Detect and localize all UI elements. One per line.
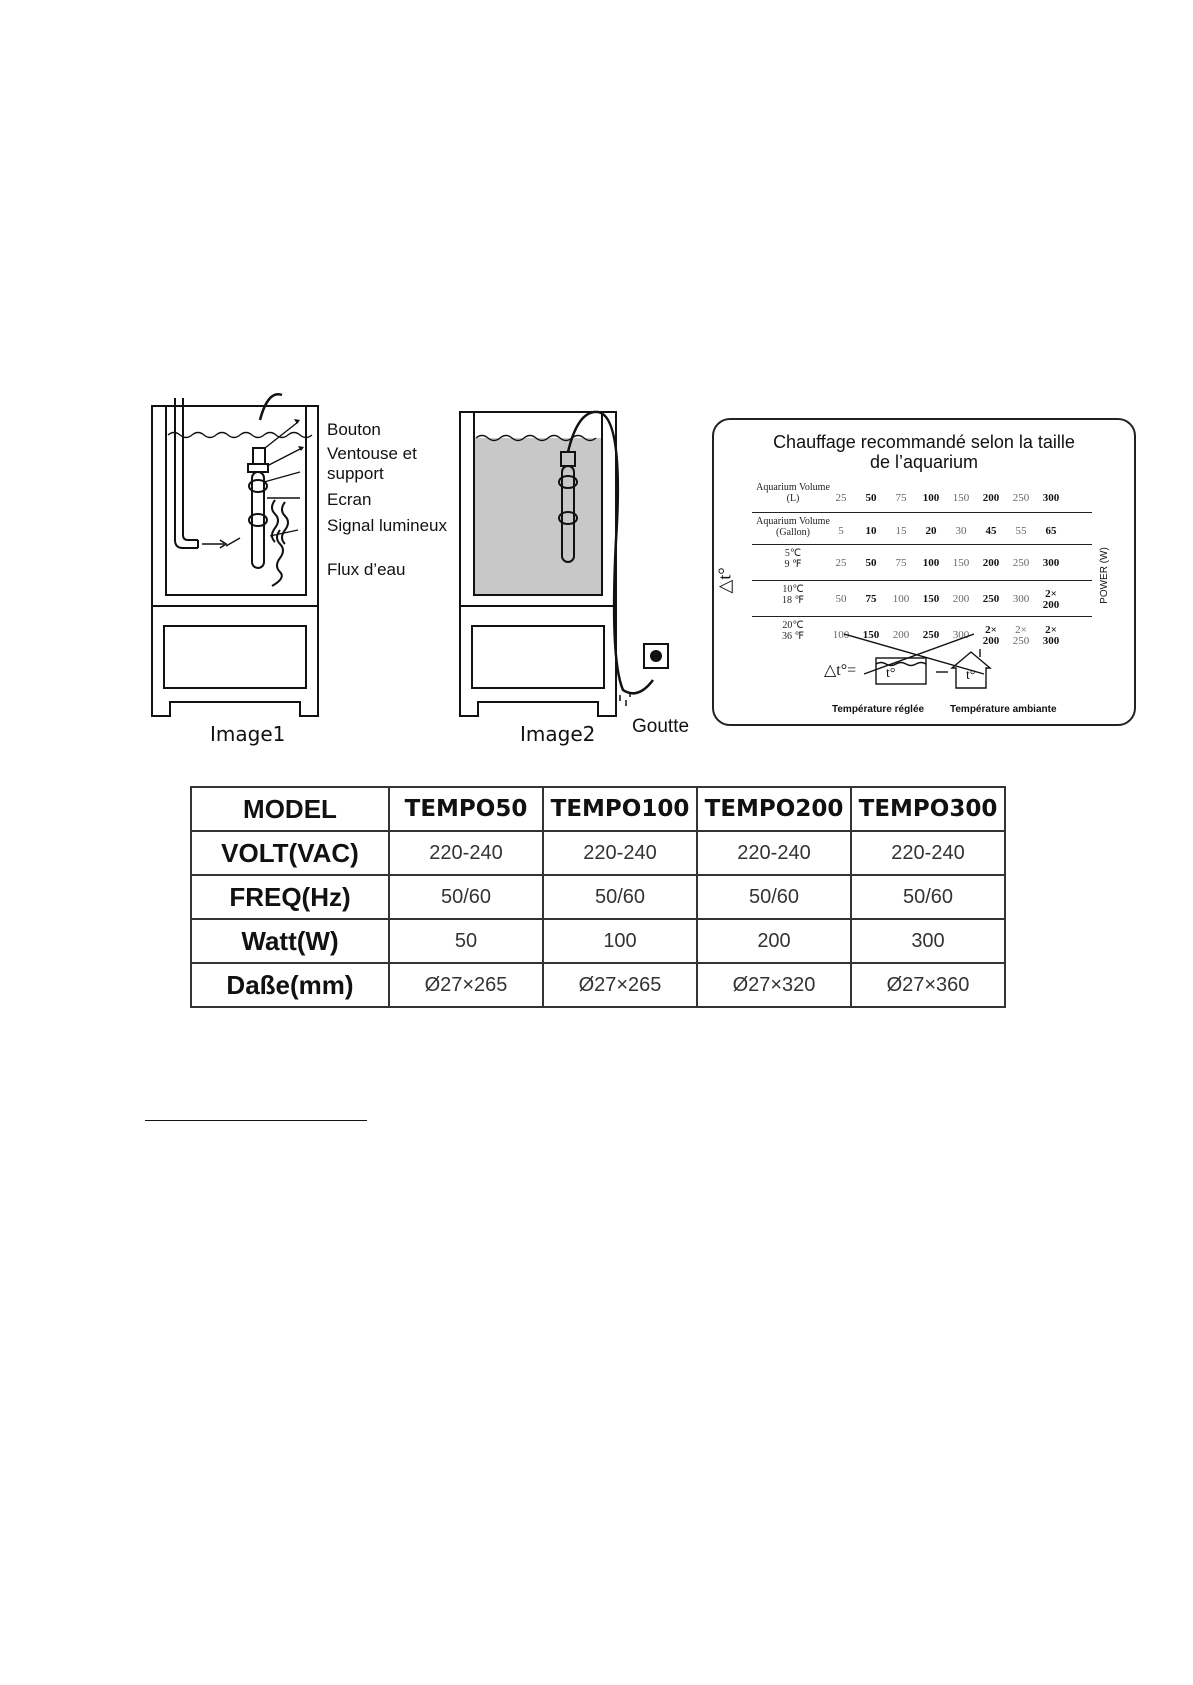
gallons-row-cell: 15 xyxy=(895,525,907,537)
spec-table xyxy=(190,786,1006,1008)
label-temperature-reglee: Température réglée xyxy=(832,704,925,715)
spec-cell: Ø27×360 xyxy=(851,963,1005,1007)
rec-title xyxy=(714,432,1134,472)
gallons-row-cell: 30 xyxy=(955,525,967,537)
spec-cell: 100 xyxy=(543,919,697,963)
delta5-row-cell: 100 xyxy=(922,557,940,569)
spec-cell: 200 xyxy=(697,919,851,963)
label-signal-lumineux: Signal lumineux xyxy=(327,516,448,535)
spec-label: VOLT(VAC) xyxy=(191,831,389,875)
spec-row-freq xyxy=(191,875,1005,919)
spec-row-volt xyxy=(191,831,1005,875)
spec-row-size xyxy=(191,963,1005,1007)
spec-cell: 50/60 xyxy=(389,875,543,919)
label-ecran: Ecran xyxy=(327,490,372,509)
spec-cell: 50/60 xyxy=(543,875,697,919)
footnote-separator xyxy=(145,1120,367,1121)
liters-row-cell: 200 xyxy=(982,492,1000,504)
gallons-row-cell: 65 xyxy=(1045,525,1057,537)
formula-delta: △t°= xyxy=(824,662,857,679)
gallons-row-cell: 5 xyxy=(838,525,844,537)
delta5-row-cell: 300 xyxy=(1042,557,1060,569)
delta20-row-cell: 2× 200 xyxy=(982,624,1000,647)
power-axis-label: POWER (W) xyxy=(1098,547,1110,604)
delta10-row-cell: 2× 200 xyxy=(1042,588,1060,611)
liters-row-cell: 150 xyxy=(952,492,970,504)
liters-row-cell: 25 xyxy=(835,492,847,504)
liters-row-cell: 250 xyxy=(1012,492,1030,504)
house-temp-label: t° xyxy=(966,668,976,683)
label-flux-eau: Flux d’eau xyxy=(327,560,406,579)
liters-row-cell: 300 xyxy=(1042,492,1060,504)
row-label-5c: 5℃ 9 ℉ xyxy=(784,548,802,570)
label-goutte: Goutte xyxy=(632,716,690,737)
label-bouton: Bouton xyxy=(327,420,381,439)
delta10-row-cell: 75 xyxy=(865,593,877,605)
image2-caption: Image2 xyxy=(520,722,596,746)
delta10-row-cell: 150 xyxy=(922,593,940,605)
heating-recommendation-panel xyxy=(712,418,1136,726)
delta-formula-diagram xyxy=(824,629,1064,692)
delta5-row-cell: 200 xyxy=(982,557,1000,569)
label-ventouse: Ventouse et xyxy=(327,444,417,463)
delta20-row-cell: 300 xyxy=(952,629,970,641)
delta5-row-cell: 50 xyxy=(865,557,877,569)
spec-cell: Ø27×265 xyxy=(389,963,543,1007)
delta5-row-cell: 150 xyxy=(952,557,970,569)
delta10-row-cell: 200 xyxy=(952,593,970,605)
spec-cell: 220-240 xyxy=(543,831,697,875)
delta10-row-cell: 50 xyxy=(835,593,847,605)
delta5-row-cell: 250 xyxy=(1012,557,1030,569)
tank-temp-label: t° xyxy=(886,666,896,681)
spec-label: FREQ(Hz) xyxy=(191,875,389,919)
liters-row-cell: 50 xyxy=(865,492,877,504)
spec-header-model: MODEL xyxy=(191,787,389,831)
spec-cell: Ø27×265 xyxy=(543,963,697,1007)
spec-cell: 300 xyxy=(851,919,1005,963)
model-tempo300: TEMPO300 xyxy=(851,787,1005,831)
delta10-row-cell: 300 xyxy=(1012,593,1030,605)
delta-t-symbol: △t° xyxy=(714,567,735,594)
image1-diagram xyxy=(140,390,470,730)
row-label-10c: 10℃ 18 ℉ xyxy=(781,584,805,606)
spec-cell: 220-240 xyxy=(389,831,543,875)
spec-cell: 220-240 xyxy=(851,831,1005,875)
spec-cell: Ø27×320 xyxy=(697,963,851,1007)
spec-cell: 50/60 xyxy=(851,875,1005,919)
row-label-20c: 20℃ 36 ℉ xyxy=(781,620,805,642)
row-label-liters: Aquarium Volume (L) xyxy=(756,482,830,504)
liters-row-cell: 75 xyxy=(895,492,907,504)
delta5-row-cell: 25 xyxy=(835,557,847,569)
gallons-row-cell: 20 xyxy=(925,525,937,537)
delta20-row-cell: 100 xyxy=(832,629,850,641)
liters-row-cell: 100 xyxy=(922,492,940,504)
label-support: support xyxy=(327,464,384,483)
gallons-row-cell: 55 xyxy=(1015,525,1027,537)
rec-title-line1: Chauffage recommandé selon la taille xyxy=(773,432,1075,452)
label-temperature-ambiante: Température ambiante xyxy=(950,704,1057,715)
delta10-row-cell: 100 xyxy=(892,593,910,605)
spec-row-watt xyxy=(191,919,1005,963)
image1-caption: Image1 xyxy=(210,722,286,746)
delta20-row-cell: 150 xyxy=(862,629,880,641)
delta20-row-cell: 200 xyxy=(892,629,910,641)
gallons-row-cell: 45 xyxy=(985,525,997,537)
delta20-row-cell: 2× 250 xyxy=(1012,624,1030,647)
spec-header-row xyxy=(191,787,1005,831)
delta20-row-cell: 2× 300 xyxy=(1042,624,1060,647)
delta20-row-cell: 250 xyxy=(922,629,940,641)
rec-title-line2: de l’aquarium xyxy=(869,452,979,472)
delta5-row-cell: 75 xyxy=(895,557,907,569)
model-tempo200: TEMPO200 xyxy=(697,787,851,831)
spec-label: Daße(mm) xyxy=(191,963,389,1007)
spec-cell: 220-240 xyxy=(697,831,851,875)
gallons-row-cell: 10 xyxy=(865,525,877,537)
image2-diagram xyxy=(448,390,698,720)
delta10-row-cell: 250 xyxy=(982,593,1000,605)
spec-cell: 50/60 xyxy=(697,875,851,919)
spec-cell: 50 xyxy=(389,919,543,963)
row-label-gallons: Aquarium Volume (Gallon) xyxy=(756,516,830,538)
model-tempo100: TEMPO100 xyxy=(543,787,697,831)
spec-label: Watt(W) xyxy=(191,919,389,963)
model-tempo50: TEMPO50 xyxy=(389,787,543,831)
